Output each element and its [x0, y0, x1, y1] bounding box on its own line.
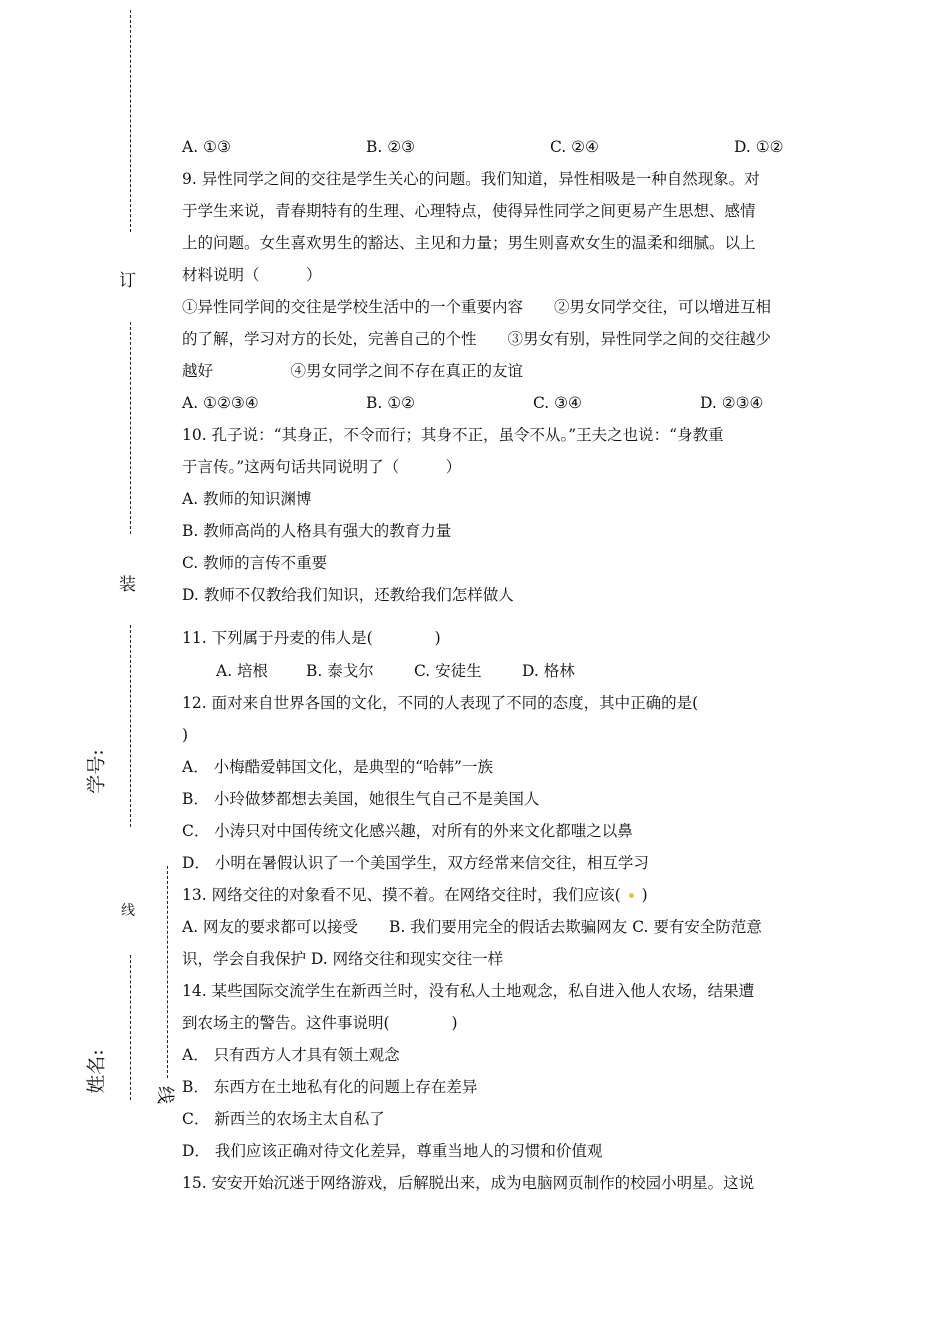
q10-line-2: 于言传。”这两句话共同说明了（ ） [182, 458, 462, 476]
q13-line-2: 识，学会自我保护 D. 网络交往和现实交往一样 [182, 950, 504, 968]
q11-stem: 11. 下列属于丹麦的伟人是( ) [182, 629, 441, 647]
q12-line-1: 12. 面对来自世界各国的文化，不同的人表现了不同的态度，其中正确的是( [182, 694, 699, 712]
binding-dashed-line-1 [130, 10, 131, 232]
q9-option-b: B. ①② [366, 394, 416, 412]
q11-option-d: D. 格林 [522, 662, 575, 680]
q14-line-1: 14. 某些国际交流学生在新西兰时，没有私人土地观念，私自进入他人农场，结果遭 [182, 982, 755, 1000]
q14-option-a: A． 只有西方人才具有领土观念 [182, 1046, 400, 1064]
q9-line-1: 9. 异性同学之间的交往是学生关心的问题。我们知道，异性相吸是一种自然现象。对 [182, 170, 760, 188]
q13-stem [182, 884, 648, 906]
q13-stem-text: 13. 网络交往的对象看不见、摸不着。在网络交往时，我们应该( [182, 886, 621, 904]
binding-dashed-line-4 [167, 866, 168, 1078]
q14-option-d: D． 我们应该正确对待文化差异，尊重当地人的习惯和价值观 [182, 1142, 603, 1160]
q11-option-b: B. 泰戈尔 [306, 662, 374, 680]
q12-option-d: D． 小明在暑假认识了一个美国学生，双方经常来信交往，相互学习 [182, 854, 649, 872]
q9-option-a: A. ①②③④ [182, 394, 259, 412]
q10-option-a: A. 教师的知识渊博 [182, 490, 312, 508]
q11-option-c: C. 安徒生 [414, 662, 482, 680]
q11-options [216, 660, 575, 682]
q12-line-2: ) [182, 726, 189, 744]
binding-dashed-line-2 [130, 322, 131, 534]
q14-line-2: 到农场主的警告。这件事说明( ) [182, 1014, 458, 1032]
q8-option-b: B. ②③ [366, 138, 416, 156]
binding-dashed-line-5 [130, 955, 131, 1100]
q12-option-c: C． 小涛只对中国传统文化感兴趣，对所有的外来文化都嗤之以鼻 [182, 822, 633, 840]
q12-option-b: B． 小玲做梦都想去美国，她很生气自己不是美国人 [182, 790, 540, 808]
binding-char-ding: 订 [119, 271, 136, 291]
q9-line-6: 的了解，学习对方的长处，完善自己的个性 ③男女有别，异性同学之间的交往越少 [182, 330, 772, 348]
q10-option-c: C. 教师的言传不重要 [182, 554, 328, 572]
student-name-label: 姓名: [85, 1049, 108, 1094]
q9-options [182, 392, 763, 414]
q11-option-a: A. 培根 [216, 662, 269, 680]
q10-option-b: B. 教师高尚的人格具有强大的教育力量 [182, 522, 452, 540]
q9-line-7: 越好 ④男女同学之间不存在真正的友谊 [182, 362, 524, 380]
q9-line-5: ①异性同学间的交往是学校生活中的一个重要内容 ②男女同学交往，可以增进互相 [182, 298, 772, 316]
q10-line-1: 10. 孔子说：“其身正，不令而行；其身不正，虽令不从。”王夫之也说：“身教重 [182, 426, 724, 444]
q14-option-c: C． 新西兰的农场主太自私了 [182, 1110, 385, 1128]
q13-stem-close: ) [641, 886, 648, 904]
q12-option-a: A． 小梅酷爱韩国文化，是典型的“哈韩”一族 [182, 758, 493, 776]
binding-char-xian-small: 线 [121, 903, 135, 919]
q8-option-d: D. ①② [734, 138, 784, 156]
q9-line-2: 于学生来说，青春期特有的生理、心理特点，使得异性同学之间更易产生思想、感情 [182, 202, 756, 220]
q8-options [182, 136, 784, 158]
student-id-label: 学号: [85, 749, 108, 794]
binding-char-zhuang: 装 [119, 575, 136, 595]
q9-option-d: D. ②③④ [700, 394, 764, 412]
q8-option-c: C. ②④ [550, 138, 599, 156]
q9-line-4: 材料说明（ ） [182, 266, 322, 284]
binding-dashed-line-3 [130, 625, 131, 827]
q13-line-1: A. 网友的要求都可以接受 B. 我们要用完全的假话去欺骗网友 C. 要有安全防范意 [182, 918, 762, 936]
q8-option-a: A. ①③ [182, 138, 231, 156]
q9-line-3: 上的问题。女生喜欢男生的豁达、主见和力量；男生则喜欢女生的温柔和细腻。以上 [182, 234, 756, 252]
q10-option-d: D. 教师不仅教给我们知识，还教给我们怎样做人 [182, 586, 514, 604]
q14-option-b: B． 东西方在土地私有化的问题上存在差异 [182, 1078, 478, 1096]
binding-char-xian: 线 [154, 1086, 175, 1104]
q15-line-1: 15. 安安开始沉迷于网络游戏，后解脱出来，成为电脑网页制作的校园小明星。这说 [182, 1174, 755, 1192]
q9-option-c: C. ③④ [533, 394, 582, 412]
highlight-dot-icon [629, 893, 634, 898]
